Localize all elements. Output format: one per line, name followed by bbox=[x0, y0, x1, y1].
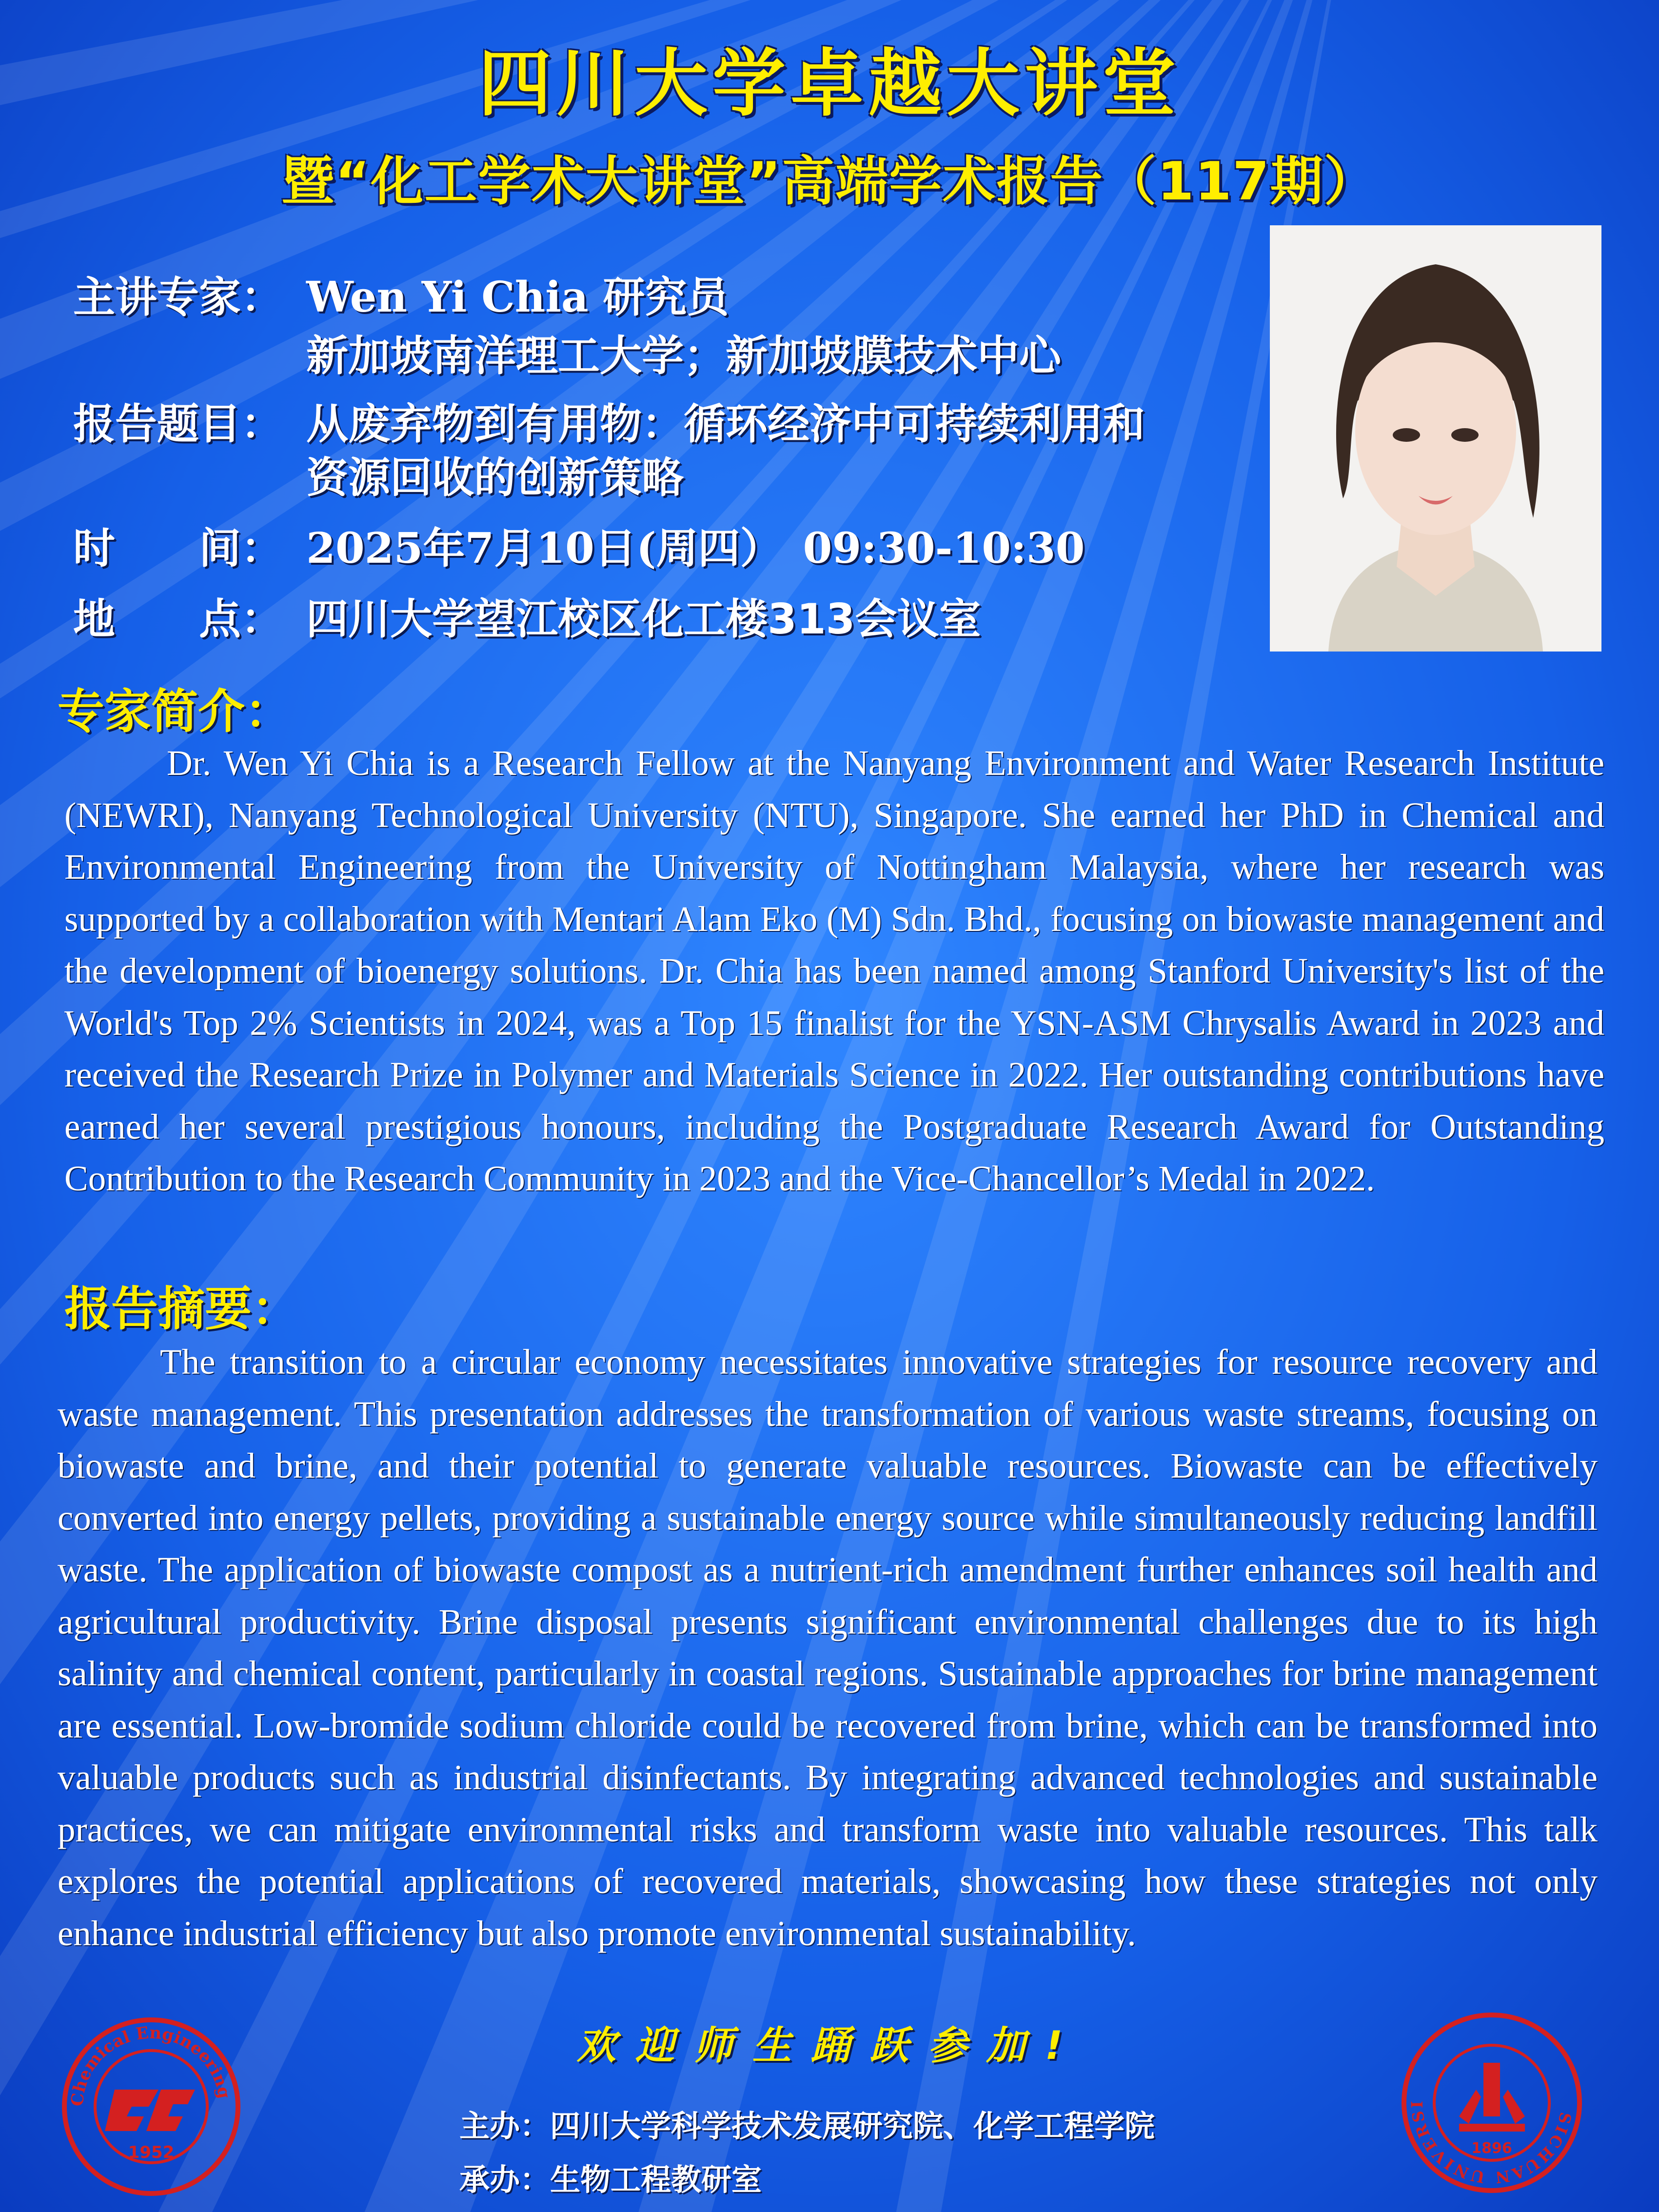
welcome-text: 欢迎师生踊跃参加! bbox=[576, 2023, 1083, 2068]
subtitle: 暨“化工学术大讲堂”高端学术报告（117期） bbox=[281, 151, 1378, 212]
right-logo-ring-text: SICHUAN UNIVERSI bbox=[1407, 2099, 1575, 2187]
main-title: 四川大学卓越大讲堂 bbox=[478, 41, 1181, 126]
abstract-heading: 报告摘要： bbox=[64, 1282, 298, 1336]
left-logo-year: 1952 bbox=[128, 2143, 175, 2162]
speaker-label: 主讲专家： bbox=[73, 273, 283, 322]
place-label: 地 点： bbox=[73, 595, 283, 644]
bio-heading: 专家简介： bbox=[58, 684, 292, 739]
topic-line-1: 从废弃物到有用物：循环经济中可持续利用和 bbox=[306, 400, 1145, 449]
time-label: 时 间： bbox=[73, 524, 283, 573]
left-logo-ring-text: Chemical Engineering bbox=[67, 2023, 235, 2107]
right-logo-year: 1896 bbox=[1471, 2140, 1512, 2157]
bio-text: Dr. Wen Yi Chia is a Research Fellow at the Nanyang Environment and Water Research Institute (NEWRI), Nanyang Technological University (NTU), Singapore. She earned her PhD in Chemical and Environmental Engineering from the University of Nottingham Malaysia, where her research was supported by a collaboration with Mentari Alam Eko (M) Sdn. Bhd., focusing on biowaste management and the development of bioenergy solutions. Dr. Chia has been named among Stanford University's list of the World's Top 2% Scientists in 2024, was a Top 15 finalist for the YSN-ASM Chrysalis Award in 2023 and received the Research Prize in Polymer and Materials Science in 2022. Her outstanding contributions have earned her several prestigious honours, including the Postgraduate Research Award for Outstanding Contribution to the Research Community in 2023 and the Vice-Chancellor’s Medal in 2022. bbox=[64, 743, 1604, 1198]
place-value: 四川大学望江校区化工楼313会议室 bbox=[306, 595, 981, 644]
organizer-text: 承办：生物工程教研室 bbox=[459, 2162, 762, 2197]
speaker-photo bbox=[1270, 225, 1601, 652]
time-value: 2025年7月10日(周四） 09:30-10:30 bbox=[306, 524, 1085, 573]
speaker-name: Wen Yi Chia 研究员 bbox=[306, 273, 729, 322]
sichuan-university-logo bbox=[1401, 2012, 1583, 2194]
abstract-text: The transition to a circular economy necessitates innovative strategies for resource recovery and waste management. This presentation addresses the transformation of various waste streams, focusing on biowaste and brine, and their potential to generate valuable resources. Biowaste can be effectively converted into energy pellets, providing a sustainable energy source while simultaneously reducing landfill waste. The application of biowaste compost as a nutrient-rich amendment further enhances soil health and agricultural productivity. Brine disposal presents significant environmental challenges due to its high salinity and chemical content, particularly in coastal regions. Sustainable approaches for brine management are essential. Low-bromide sodium chloride could be recovered from brine, which can be transformed into valuable products such as industrial disinfectants. By integrating advanced technologies and sustainable practices, we can mitigate environmental risks and transform waste into valuable resources. This talk explores the potential applications of recovered materials, showcasing how these strategies not only enhance industrial efficiency but also promote environmental sustainability. bbox=[58, 1342, 1598, 1953]
chemical-engineering-logo bbox=[61, 2016, 241, 2197]
topic-line-2: 资源回收的创新策略 bbox=[306, 454, 684, 502]
topic-label: 报告题目： bbox=[73, 400, 283, 449]
host-text: 主办：四川大学科学技术发展研究院、化学工程学院 bbox=[459, 2108, 1155, 2144]
speaker-affiliation: 新加坡南洋理工大学；新加坡膜技术中心 bbox=[306, 332, 1061, 380]
